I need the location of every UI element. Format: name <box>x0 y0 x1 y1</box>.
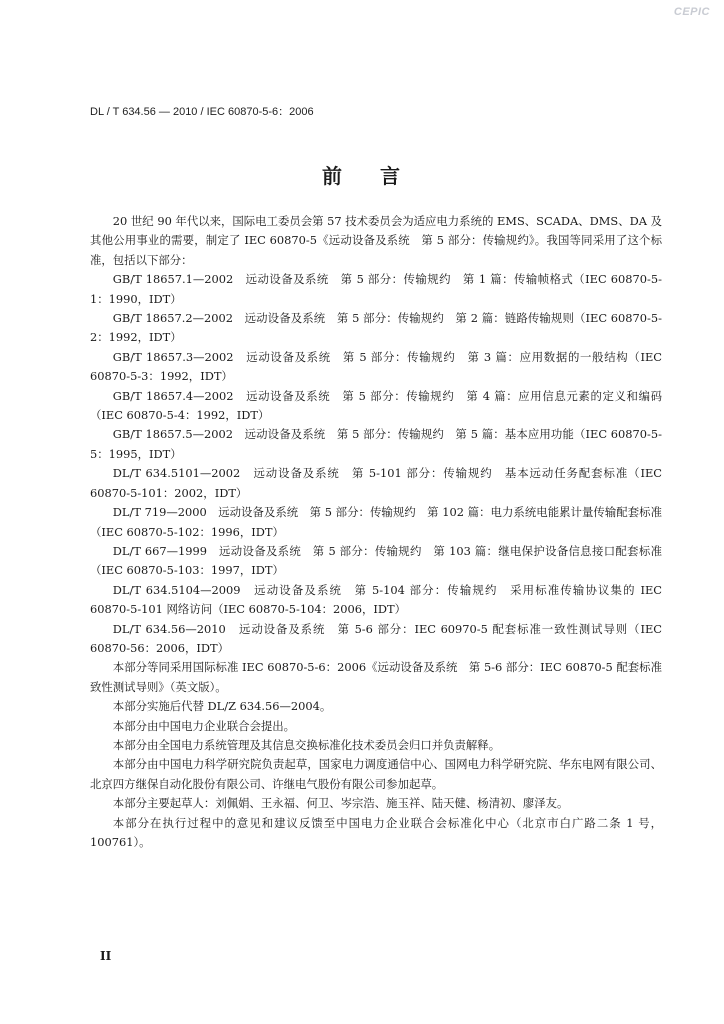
paragraph-standard-10: DL/T 634.56—2010 远动设备及系统 第 5-6 部分：IEC 60970-5 配套标准一致性测试导则（IEC 60870-56：2006，IDT） <box>90 621 662 655</box>
paragraph-adoption: 本部分等同采用国际标准 IEC 60870-5-6：2006《远动设备及系统 第 5-6 部分：IEC 60870-5 配套标准 致性测试导则》（英文版）。 <box>90 660 674 694</box>
paragraph-standard-2: GB/T 18657.2—2002 远动设备及系统 第 5 部分：传输规约 第 2 篇：链路传输规则（IEC 60870-5-2：1992，IDT） <box>90 311 662 345</box>
foreword-body <box>90 212 674 852</box>
paragraph-replacement: 本部分实施后代替 DL/Z 634.56—2004。 <box>112 699 332 714</box>
paragraph-standard-3: GB/T 18657.3—2002 远动设备及系统 第 5 部分：传输规约 第 3 篇：应用数据的一般结构（IEC 60870-5-3：1992，IDT） <box>90 349 662 384</box>
watermark-logo: CEPIC <box>673 6 710 18</box>
paragraph-standard-6: DL/T 634.5101—2002 远动设备及系统 第 5-101 部分：传输规约 基本远动任务配套标准（IEC 60870-5-101：2002，IDT） <box>90 466 662 500</box>
title-char-2: 言 <box>380 164 402 188</box>
paragraph-intro: 20 世纪 90 年代以来，国际电工委员会第 57 技术委员会为适应电力系统的 EMS、SCADA、DMS、DA 及其他公用事业的需要，制定了 IEC 60870-5《远动设备及系统 第 5 部分：传输规约》。我国等同采用了这个标准，包括以下部分： <box>90 214 662 267</box>
paragraph-drafters: 本部分主要起草人：刘佩娟、王永福、何卫、岑宗浩、施玉祥、陆天健、杨清初、廖泽友。 <box>112 796 569 811</box>
page-title <box>0 160 724 189</box>
paragraph-standard-9: DL/T 634.5104—2009 远动设备及系统 第 5-104 部分：传输规约 采用标准传输协议集的 IEC 60870-5-101 网络访问（IEC 60870-5-104：2006，IDT） <box>90 582 662 617</box>
document-code-header: DL / T 634.56 — 2010 / IEC 60870-5-6：2006 <box>90 106 314 118</box>
paragraph-administration: 本部分由全国电力系统管理及其信息交换标准化技术委员会归口并负责解释。 <box>112 737 501 752</box>
paragraph-standard-1: GB/T 18657.1—2002 远动设备及系统 第 5 部分：传输规约 第 1 篇：传输帧格式（IEC 60870-5-1：1990，IDT） <box>90 272 662 306</box>
paragraph-drafting-org: 本部分由中国电力科学研究院负责起草，国家电力调度通信中心、国网电力科学研究院、华东电网有限公司、北京四方继保自动化股份有限公司、许继电气股份有限公司参加起草。 <box>90 757 662 791</box>
paragraph-standard-8: DL/T 667—1999 远动设备及系统 第 5 部分：传输规约 第 103 篇：继电保护设备信息接口配套标准（IEC 60870-5-103：1997，IDT） <box>90 543 662 578</box>
page-number: II <box>100 949 112 963</box>
paragraph-standard-5: GB/T 18657.5—2002 远动设备及系统 第 5 部分：传输规约 第 5 篇：基本应用功能（IEC 60870-5-5：1995，IDT） <box>90 427 662 461</box>
title-char-1: 前 <box>322 164 344 188</box>
paragraph-standard-4: GB/T 18657.4—2002 远动设备及系统 第 5 部分：传输规约 第 4 篇：应用信息元素的定义和编码（IEC 60870-5-4：1992，IDT） <box>90 388 662 423</box>
paragraph-standard-7: DL/T 719—2000 远动设备及系统 第 5 部分：传输规约 第 102 篇：电力系统电能累计量传输配套标准（IEC 60870-5-102：1996，IDT） <box>90 505 662 539</box>
paragraph-proposer: 本部分由中国电力企业联合会提出。 <box>112 718 296 733</box>
paragraph-feedback: 本部分在执行过程中的意见和建议反馈至中国电力企业联合会标准化中心（北京市白广路二条 1 号，100761）。 <box>90 815 662 849</box>
